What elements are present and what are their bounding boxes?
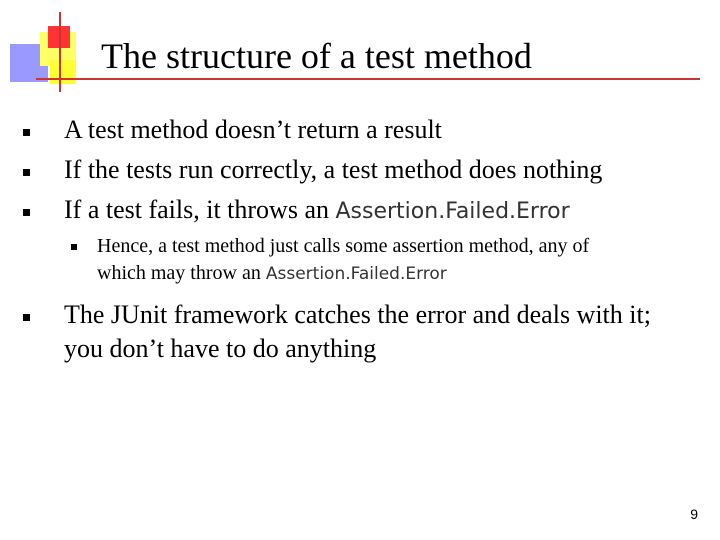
bullet-marker — [23, 314, 30, 321]
page-number: 9 — [690, 506, 698, 522]
bullet-text: If the tests run correctly, a test method does nothing — [64, 155, 603, 184]
bullet-line-2: you don’t have to do anything — [64, 334, 377, 363]
bullet-text: A test method doesn’t return a result — [64, 115, 442, 144]
bullet-marker — [23, 209, 30, 216]
bullet-line-1: The JUnit framework catches the error and deals with it; — [64, 300, 651, 329]
bullet-marker — [23, 129, 30, 136]
slide-title: The structure of a test method — [101, 36, 532, 76]
logo-vertical-line — [59, 12, 61, 92]
logo-yellow-square-lower — [50, 60, 76, 84]
sub-bullet-line-2 — [97, 260, 697, 288]
bullet-item — [64, 153, 602, 187]
title-underline — [36, 78, 700, 80]
sub-bullet-line-1: Hence, a test method just calls some assertion method, any of — [97, 235, 590, 257]
sub-bullet-marker — [71, 244, 77, 250]
sub-bullet-text: which may throw an — [97, 262, 266, 284]
bullet-item — [64, 298, 704, 366]
bullet-marker — [23, 169, 30, 176]
sub-bullet-item — [97, 233, 697, 288]
slide-logo — [0, 0, 110, 100]
bullet-item — [64, 113, 442, 147]
bullet-text: If a test fails, it throws an — [64, 195, 336, 224]
bullet-item — [64, 193, 570, 229]
code-assertion-failed-error: Assertion.Failed.Error — [335, 199, 570, 224]
code-assertion-failed-error: Assertion.Failed.Error — [265, 264, 447, 284]
